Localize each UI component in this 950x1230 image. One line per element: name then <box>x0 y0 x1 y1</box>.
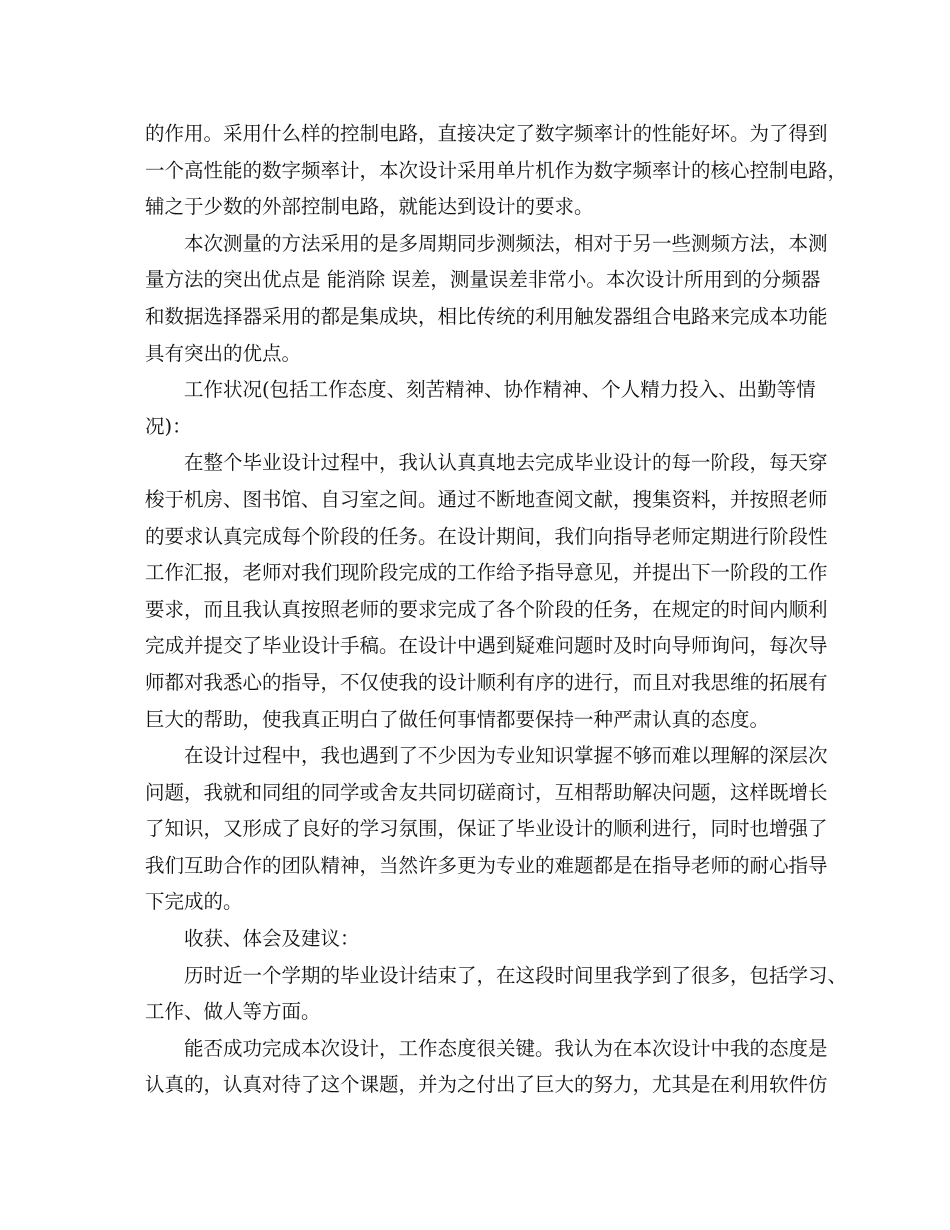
text-line: 要求，而且我认真按照老师的要求完成了各个阶段的任务，在规定的时间内顺利 <box>145 597 828 621</box>
text-line: 下完成的。 <box>145 890 243 914</box>
text-line: 一个高性能的数字频率计，本次设计采用单片机作为数字频率计的核心控制电路， <box>145 158 848 182</box>
text-line: 巨大的帮助，使我真正明白了做任何事情都要保持一种严肃认真的态度。 <box>145 707 770 731</box>
text-line: 历时近一个学期的毕业设计结束了，在这段时间里我学到了很多，包括学习、 <box>184 963 848 987</box>
text-line: 师都对我悉心的指导，不仅使我的设计顺利有序的进行，而且对我思维的拓展有 <box>145 670 828 694</box>
text-line: 量方法的突出优点是 能消除 误差，测量误差非常小。本次设计所用到的分频器 <box>145 268 821 292</box>
paragraph-measurement-method <box>145 226 828 372</box>
text-line: 认真的，认真对待了这个课题，并为之付出了巨大的努力，尤其是在利用软件仿 <box>145 1073 828 1097</box>
text-line: 工作状况(包括工作态度、刻苦精神、协作精神、个人精力投入、出勤等情 <box>184 378 816 402</box>
paragraph-semester-summary <box>145 958 848 1031</box>
paragraph-gains-heading <box>145 921 815 958</box>
text-line: 辅之于少数的外部控制电路，就能达到设计的要求。 <box>145 195 594 219</box>
text-line: 能否成功完成本次设计，工作态度很关键。我认为在本次设计中我的态度是 <box>184 1036 828 1060</box>
text-line: 梭于机房、图书馆、自习室之间。通过不断地查阅文献，搜集资料，并按照老师 <box>145 487 828 511</box>
paragraph-teamwork <box>145 738 828 921</box>
text-line: 在整个毕业设计过程中，我认认真真地去完成毕业设计的每一阶段，每天穿 <box>184 451 828 475</box>
paragraph-design-summary <box>145 116 848 226</box>
text-line: 具有突出的优点。 <box>145 341 302 365</box>
text-line: 况)： <box>145 414 192 438</box>
text-line: 在设计过程中，我也遇到了不少因为专业知识掌握不够而难以理解的深层次 <box>184 744 828 768</box>
text-line: 的作用。采用什么样的控制电路，直接决定了数字频率计的性能好坏。为了得到 <box>145 122 828 145</box>
text-line: 我们互助合作的团队精神，当然许多更为专业的难题都是在指导老师的耐心指导 <box>145 853 828 877</box>
paragraph-work-attitude <box>145 1031 828 1104</box>
text-line: 收获、体会及建议： <box>184 927 360 951</box>
text-line: 问题，我就和同组的同学或舍友共同切磋商讨，互相帮助解决问题，这样既增长 <box>145 780 828 804</box>
text-line: 完成并提交了毕业设计手稿。在设计中遇到疑难问题时及时向导师询问，每次导 <box>145 634 828 658</box>
text-line: 本次测量的方法采用的是多周期同步测频法，相对于另一些测频方法，本测 <box>184 231 828 255</box>
text-line: 了知识，又形成了良好的学习氛围，保证了毕业设计的顺利进行，同时也增强了 <box>145 817 828 841</box>
paragraph-work-status-heading <box>145 372 815 445</box>
text-line: 工作、做人等方面。 <box>145 1000 321 1024</box>
text-line: 工作汇报，老师对我们现阶段完成的工作给予指导意见，并提出下一阶段的工作 <box>145 561 828 585</box>
document-body <box>145 116 848 1104</box>
text-line: 的要求认真完成每个阶段的任务。在设计期间，我们向指导老师定期进行阶段性 <box>145 524 828 548</box>
paragraph-design-process <box>145 445 828 738</box>
text-line: 和数据选择器采用的都是集成块，相比传统的利用触发器组合电路来完成本功能 <box>145 304 828 328</box>
